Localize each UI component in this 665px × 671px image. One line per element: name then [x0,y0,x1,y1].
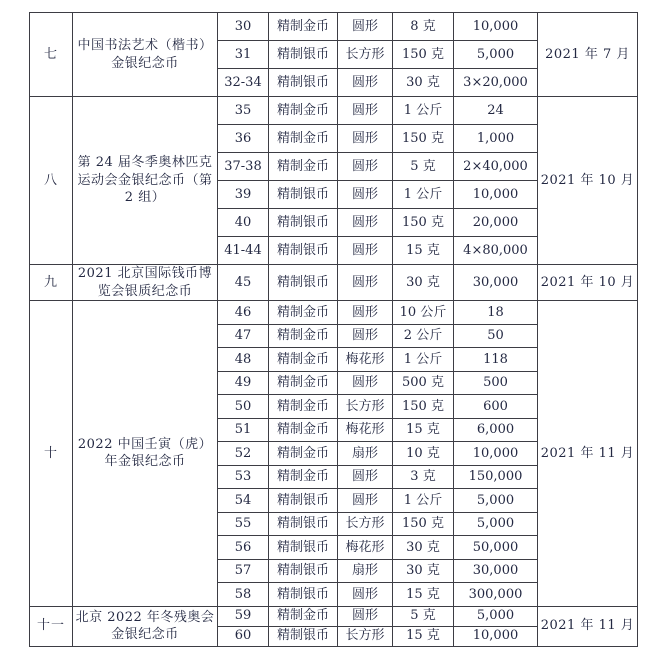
issue-date: 2021 年 7 月 [538,13,638,97]
cell-weight: 500 克 [393,371,454,395]
cell-serial-number: 41-44 [218,237,269,265]
cell-weight: 8 克 [393,13,454,41]
cell-shape: 圆形 [338,301,393,325]
cell-shape: 圆形 [338,69,393,97]
cell-weight: 1 公斤 [393,489,454,513]
cell-shape: 长方形 [338,41,393,69]
issue-date: 2021 年 11 月 [538,606,638,646]
cell-serial-number: 37-38 [218,153,269,181]
cell-coin-type: 精制金币 [269,395,338,419]
table-row [30,606,638,626]
cell-coin-type: 精制金币 [269,442,338,466]
group-number: 九 [30,265,73,301]
project-name: 2022 中国壬寅（虎）年金银纪念币 [73,301,218,607]
cell-coin-type: 精制金币 [269,606,338,626]
cell-weight: 1 公斤 [393,97,454,125]
cell-serial-number: 51 [218,418,269,442]
cell-mintage: 30,000 [454,559,538,583]
cell-serial-number: 58 [218,583,269,607]
table-row [30,13,638,41]
cell-mintage: 600 [454,395,538,419]
cell-weight: 30 克 [393,265,454,301]
cell-mintage: 300,000 [454,583,538,607]
cell-serial-number: 54 [218,489,269,513]
cell-mintage: 500 [454,371,538,395]
cell-coin-type: 精制银币 [269,583,338,607]
cell-coin-type: 精制金币 [269,348,338,372]
cell-coin-type: 精制银币 [269,181,338,209]
cell-coin-type: 精制金币 [269,97,338,125]
cell-mintage: 20,000 [454,209,538,237]
issue-date: 2021 年 10 月 [538,97,638,265]
cell-weight: 30 克 [393,69,454,97]
cell-serial-number: 57 [218,559,269,583]
project-name: 第 24 届冬季奥林匹克运动会金银纪念币（第 2 组） [73,97,218,265]
issue-date: 2021 年 10 月 [538,265,638,301]
cell-mintage: 50 [454,324,538,348]
cell-coin-type: 精制银币 [269,209,338,237]
cell-serial-number: 32-34 [218,69,269,97]
cell-mintage: 150,000 [454,465,538,489]
cell-serial-number: 35 [218,97,269,125]
cell-weight: 15 克 [393,626,454,646]
cell-shape: 梅花形 [338,348,393,372]
cell-serial-number: 36 [218,125,269,153]
cell-weight: 30 克 [393,536,454,560]
cell-mintage: 4×80,000 [454,237,538,265]
cell-weight: 150 克 [393,125,454,153]
cell-weight: 150 克 [393,512,454,536]
cell-serial-number: 56 [218,536,269,560]
cell-serial-number: 60 [218,626,269,646]
group-number: 七 [30,13,73,97]
cell-mintage: 10,000 [454,442,538,466]
cell-weight: 3 克 [393,465,454,489]
cell-weight: 5 克 [393,153,454,181]
cell-shape: 圆形 [338,465,393,489]
cell-mintage: 10,000 [454,626,538,646]
cell-weight: 10 公斤 [393,301,454,325]
cell-mintage: 118 [454,348,538,372]
cell-shape: 圆形 [338,583,393,607]
cell-coin-type: 精制银币 [269,489,338,513]
cell-shape: 圆形 [338,97,393,125]
cell-coin-type: 精制银币 [269,536,338,560]
cell-serial-number: 53 [218,465,269,489]
cell-mintage: 3×20,000 [454,69,538,97]
cell-shape: 扇形 [338,559,393,583]
cell-shape: 长方形 [338,626,393,646]
cell-coin-type: 精制银币 [269,265,338,301]
cell-serial-number: 46 [218,301,269,325]
cell-coin-type: 精制金币 [269,465,338,489]
cell-shape: 圆形 [338,265,393,301]
cell-coin-type: 精制银币 [269,512,338,536]
cell-weight: 2 公斤 [393,324,454,348]
cell-mintage: 5,000 [454,512,538,536]
cell-weight: 1 公斤 [393,348,454,372]
cell-weight: 150 克 [393,41,454,69]
cell-shape: 长方形 [338,512,393,536]
cell-shape: 圆形 [338,13,393,41]
cell-mintage: 10,000 [454,181,538,209]
cell-coin-type: 精制银币 [269,237,338,265]
issue-date: 2021 年 11 月 [538,301,638,607]
cell-coin-type: 精制金币 [269,153,338,181]
cell-mintage: 5,000 [454,489,538,513]
project-name: 北京 2022 年冬残奥会金银纪念币 [73,606,218,646]
cell-coin-type: 精制金币 [269,324,338,348]
table-row [30,301,638,325]
cell-mintage: 5,000 [454,606,538,626]
cell-weight: 15 克 [393,418,454,442]
cell-mintage: 1,000 [454,125,538,153]
cell-shape: 圆形 [338,324,393,348]
cell-mintage: 2×40,000 [454,153,538,181]
project-name: 2021 北京国际钱币博览会银质纪念币 [73,265,218,301]
cell-mintage: 24 [454,97,538,125]
cell-shape: 圆形 [338,181,393,209]
cell-weight: 150 克 [393,209,454,237]
cell-shape: 圆形 [338,606,393,626]
group-number: 十一 [30,606,73,646]
cell-coin-type: 精制金币 [269,418,338,442]
cell-serial-number: 50 [218,395,269,419]
cell-serial-number: 30 [218,13,269,41]
cell-serial-number: 55 [218,512,269,536]
cell-coin-type: 精制金币 [269,301,338,325]
cell-weight: 5 克 [393,606,454,626]
cell-coin-type: 精制金币 [269,13,338,41]
cell-shape: 圆形 [338,125,393,153]
cell-weight: 10 克 [393,442,454,466]
cell-mintage: 5,000 [454,41,538,69]
table-row [30,265,638,301]
cell-weight: 15 克 [393,237,454,265]
cell-shape: 梅花形 [338,418,393,442]
cell-shape: 圆形 [338,489,393,513]
cell-mintage: 50,000 [454,536,538,560]
cell-serial-number: 45 [218,265,269,301]
cell-shape: 扇形 [338,442,393,466]
cell-serial-number: 59 [218,606,269,626]
group-number: 八 [30,97,73,265]
cell-serial-number: 39 [218,181,269,209]
cell-shape: 圆形 [338,209,393,237]
cell-serial-number: 40 [218,209,269,237]
table-body [30,13,638,647]
cell-coin-type: 精制银币 [269,69,338,97]
cell-coin-type: 精制银币 [269,559,338,583]
cell-mintage: 6,000 [454,418,538,442]
table-row [30,97,638,125]
cell-weight: 1 公斤 [393,181,454,209]
cell-weight: 30 克 [393,559,454,583]
cell-serial-number: 49 [218,371,269,395]
cell-serial-number: 47 [218,324,269,348]
cell-shape: 长方形 [338,395,393,419]
cell-coin-type: 精制金币 [269,371,338,395]
cell-serial-number: 52 [218,442,269,466]
cell-mintage: 18 [454,301,538,325]
cell-serial-number: 48 [218,348,269,372]
cell-mintage: 10,000 [454,13,538,41]
project-name: 中国书法艺术（楷书）金银纪念币 [73,13,218,97]
cell-coin-type: 精制银币 [269,626,338,646]
coin-issuance-table [29,12,638,647]
cell-weight: 15 克 [393,583,454,607]
cell-shape: 圆形 [338,371,393,395]
cell-shape: 圆形 [338,237,393,265]
cell-coin-type: 精制金币 [269,125,338,153]
cell-shape: 梅花形 [338,536,393,560]
cell-mintage: 30,000 [454,265,538,301]
cell-coin-type: 精制银币 [269,41,338,69]
cell-weight: 150 克 [393,395,454,419]
cell-serial-number: 31 [218,41,269,69]
cell-shape: 圆形 [338,153,393,181]
group-number: 十 [30,301,73,607]
